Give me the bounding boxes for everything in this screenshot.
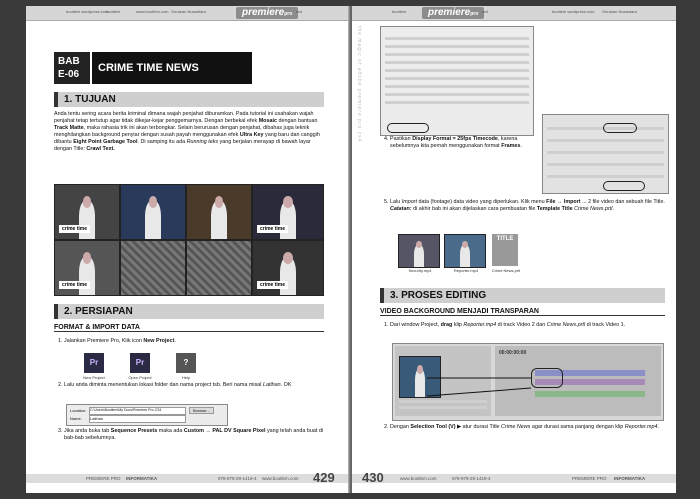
left-header — [26, 6, 350, 21]
browse-button[interactable]: Browse... — [189, 407, 214, 414]
header-text: cs4 — [296, 9, 303, 14]
right-footer: www.bootlem.com 978-979-29-1419-4 PREMIERE PRO INFORMATIKA — [352, 474, 676, 483]
right-header: bootlem premierepro cs4 bootlem wordpress.com Gerakan Nusantara — [352, 6, 676, 21]
steps-list — [54, 428, 326, 445]
header-text: Gerakan Nusantara — [171, 9, 206, 14]
reporter-clip-thumb[interactable] — [444, 234, 486, 268]
project-panel-screenshot — [380, 26, 534, 136]
section-heading-persiapan: 2. PERSIAPAN — [54, 304, 324, 319]
section-heading-proses: 3. PROSES EDITING — [380, 288, 665, 303]
name-field[interactable]: Latihan — [89, 415, 186, 423]
step-item: 1. Jalankan Premiere Pro, Klik icon New Project. — [64, 338, 326, 345]
step-item: 2. Lalu anda diminta menentukan lokasi folder dan nama project tsb. Beri nama misal Latihan. OK — [64, 382, 326, 389]
file-label: Reporter.mp4 — [453, 268, 479, 273]
steps-list — [380, 136, 540, 153]
timeline-window: 00:00:00:00 — [495, 346, 661, 416]
drag-arrow-icon — [423, 372, 543, 402]
right-page — [352, 6, 676, 493]
file-label: Crime News.prtl — [491, 268, 521, 273]
new-project-dialog: Location: C:\Users\Bootlem\My Docs\Premiere Pro CS4 Browse... Name: Latihan — [66, 404, 228, 426]
photo-anchor-4: crime time — [252, 184, 324, 240]
steps-list — [380, 199, 670, 216]
chapter-code: BAB E-06 — [54, 52, 90, 84]
page-number: 429 — [313, 470, 335, 485]
header-text: www.bootlem.com — [136, 9, 169, 14]
new-project-icon[interactable]: Pr — [84, 353, 104, 373]
step-item: 3. Jika anda buka tab Sequence Presets maka ada Custom → PAL DV Square Pixel yang telah anda buat di bab-bab sebelumnya. — [64, 428, 326, 442]
help-icon[interactable]: ? — [176, 353, 196, 373]
step-item: 1. Dari window Project, drag klip Reporter.mp4 di track Video 2 dan Crime News.prtl di track Video 1. — [390, 322, 670, 329]
file-label: Security.mp4 — [408, 268, 432, 273]
step-item: 2. Dengan Selection Tool (V) ▶ atur durasi Title Crime News agar durasi sama panjang dengan klip Reporter.mp4. — [390, 424, 670, 431]
location-field[interactable]: C:\Users\Bootlem\My Docs\Premiere Pro CS4 — [89, 407, 186, 415]
icon-label: Open Project — [128, 375, 152, 380]
photo-mosaic-1 — [120, 240, 186, 296]
photo-mosaic-2 — [186, 240, 252, 296]
security-clip-thumb[interactable] — [398, 234, 440, 268]
intro-paragraph: Anda tentu sering acara berita kriminal dimana wajah penjahat diburamkan. Pada tutorial ini usahakan wajah penjahat tetap tertutup agar tidak dikejar-kejar penggemarnya. Dengan berbekal efek Mosaic dengan bantuan Track Matte, maka rahasia trik ini akan terbongkar. Selain berurusan dengan penjahat, dibahas juga teknik menghilangkan background penyiar dengan susah payah menggunakan efek Ultra Key yang baru dan canggih dibantu Eight Point Garbage Tool. Di samping itu ada Running teks yang berjalan merayap di bawah layar dengan Title: Crawl Text. — [54, 111, 320, 152]
new-sequence-dialog — [542, 114, 669, 194]
steps-list — [380, 424, 670, 434]
brand-logo: premierepro — [422, 7, 484, 19]
photo-anchor-1: crime time — [54, 184, 120, 240]
highlight-ellipse — [603, 181, 645, 191]
header-text: bootlem — [106, 9, 121, 14]
icon-label: New Project — [83, 375, 105, 380]
side-text: the magic of adobe premiere pro cs4 — [356, 26, 362, 143]
photo-final: crime time — [252, 240, 324, 296]
highlight-ellipse — [603, 123, 637, 133]
subheading-format: FORMAT & IMPORT DATA — [54, 324, 324, 332]
page-number: 430 — [362, 470, 384, 485]
step-item: 5. Lalu Import data (footage) data video yang diperlukan. Klik menu File → Import ... 2 file video dan sebuah file Title. Catatan: di akhir bab ini akan dijelaskan cara pembuatan file Template Title Crime News.prtl. — [390, 199, 670, 213]
photo-anchor-2 — [120, 184, 186, 240]
open-project-icon[interactable]: Pr — [130, 353, 150, 373]
header-text: bootlem wordpress.com — [66, 9, 109, 14]
icon-label: Help — [181, 375, 191, 380]
chapter-title: CRIME TIME NEWS — [92, 52, 252, 84]
highlight-ellipse — [387, 123, 429, 133]
steps-list — [380, 322, 670, 332]
section-heading-tujuan: 1. TUJUAN — [54, 92, 324, 107]
title-file-icon[interactable]: TITLE — [492, 234, 518, 266]
brand-logo: premierepro — [236, 7, 298, 19]
timeline-screenshot — [392, 343, 664, 421]
step-item: 4. Pastikan Display Format = 25fps Timecode, karena sebelumnya kita pernah menggunakan format Frames. — [390, 136, 540, 150]
left-footer: PREMIERE PRO INFORMATIKA 978-979-29-1419-4 www.bootlem.com — [26, 474, 350, 483]
steps-list — [54, 338, 326, 348]
photo-anchor-5: crime time — [54, 240, 120, 296]
left-page — [26, 6, 350, 493]
photo-anchor-3 — [186, 184, 252, 240]
subheading-video-bg: VIDEO BACKGROUND MENJADI TRANSPARAN — [380, 308, 665, 316]
book-spread — [26, 6, 676, 493]
steps-list — [54, 382, 326, 392]
